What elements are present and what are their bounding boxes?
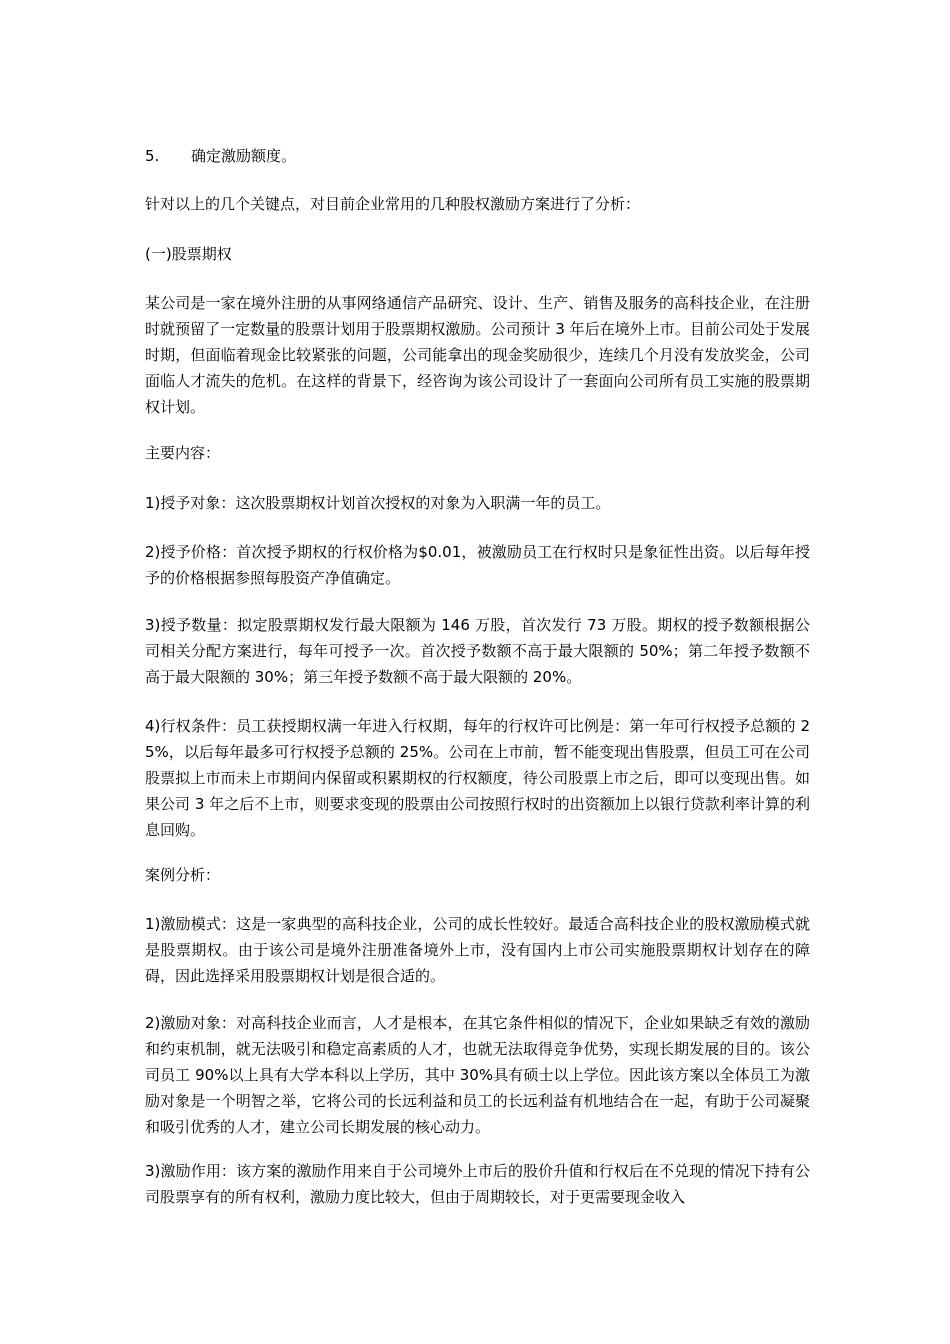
case-paragraph: 某公司是一家在境外注册的从事网络通信产品研究、设计、生产、销售及服务的高科技企业，在注册时就预留了一定数量的股票计划用于股票期权激励。公司预计 3 年后在境外上市。目前公司处于发展时期，但面临着现金比较紧张的问题，公司能拿出的现金奖励很少，连续几个月没有发放奖金，公司面临人才流失的危机。在这样的背景下，经咨询为该公司设计了一套面向公司所有员工实施的股票期权计划。 <box>145 294 810 416</box>
analysis-item-1: 1)激励模式：这是一家典型的高科技企业，公司的成长性较好。最适合高科技企业的股权激励模式就是股票期权。由于该公司是境外注册准备境外上市，没有国内上市公司实施股票期权计划存在的障碍，因此选择采用股票期权计划是很合适的。 <box>145 915 810 985</box>
analysis-heading: 案例分析： <box>145 866 221 884</box>
list-item-5 <box>145 143 810 169</box>
list-number: 5. <box>145 147 160 165</box>
main-item-3: 3)授予数量：拟定股票期权发行最大限额为 146 万股，首次发行 73 万股。期权的授予数额根据公司相关分配方案进行，每年可授予一次。首次授予数额不高于最大限额的 50%；第二年授予数额不高于最大限额的 30%；第三年授予数额不高于最大限额的 20%。 <box>145 616 810 686</box>
main-item-2: 2)授予价格：首次授予期权的行权价格为$0.01，被激励员工在行权时只是象征性出资。以后每年授予的价格根据参照每股资产净值确定。 <box>145 543 810 587</box>
main-item-4: 4)行权条件：员工获授期权满一年进入行权期，每年的行权许可比例是：第一年可行权授予总额的 25%，以后每年最多可行权授予总额的 25%。公司在上市前，暂不能变现出售股票，但员工可在公司股票拟上市而未上市期间内保留或积累期权的行权额度，待公司股票上市之后，即可以变现出售。如果公司 3 年之后不上市，则要求变现的股票由公司按照行权时的出资额加上以银行贷款利率计算的利息回购。 <box>145 717 810 839</box>
main-content-heading: 主要内容： <box>145 444 221 462</box>
main-item-1: 1)授予对象：这次股票期权计划首次授权的对象为入职满一年的员工。 <box>145 494 611 512</box>
analysis-item-2: 2)激励对象：对高科技企业而言，人才是根本，在其它条件相似的情况下，企业如果缺乏有效的激励和约束机制，就无法吸引和稳定高素质的人才，也就无法取得竞争优势，实现长期发展的目的。该公司员工 90%以上具有大学本科以上学历，其中 30%具有硕士以上学位。因此该方案以全体员工为激励对象是一个明智之举，它将公司的长远利益和员工的长远利益有机地结合在一起，有助于公司凝聚和吸引优秀的人才，建立公司长期发展的核心动力。 <box>145 1014 810 1136</box>
list-item-text: 确定激励额度。 <box>191 147 297 165</box>
intro-paragraph: 针对以上的几个关键点，对目前企业常用的几种股权激励方案进行了分析： <box>145 195 641 213</box>
analysis-item-3: 3)激励作用：该方案的激励作用来自于公司境外上市后的股价升值和行权后在不兑现的情况下持有公司股票享有的所有权利，激励力度比较大，但由于周期较长，对于更需要现金收入 <box>145 1162 810 1206</box>
section-heading: (一)股票期权 <box>145 245 232 263</box>
